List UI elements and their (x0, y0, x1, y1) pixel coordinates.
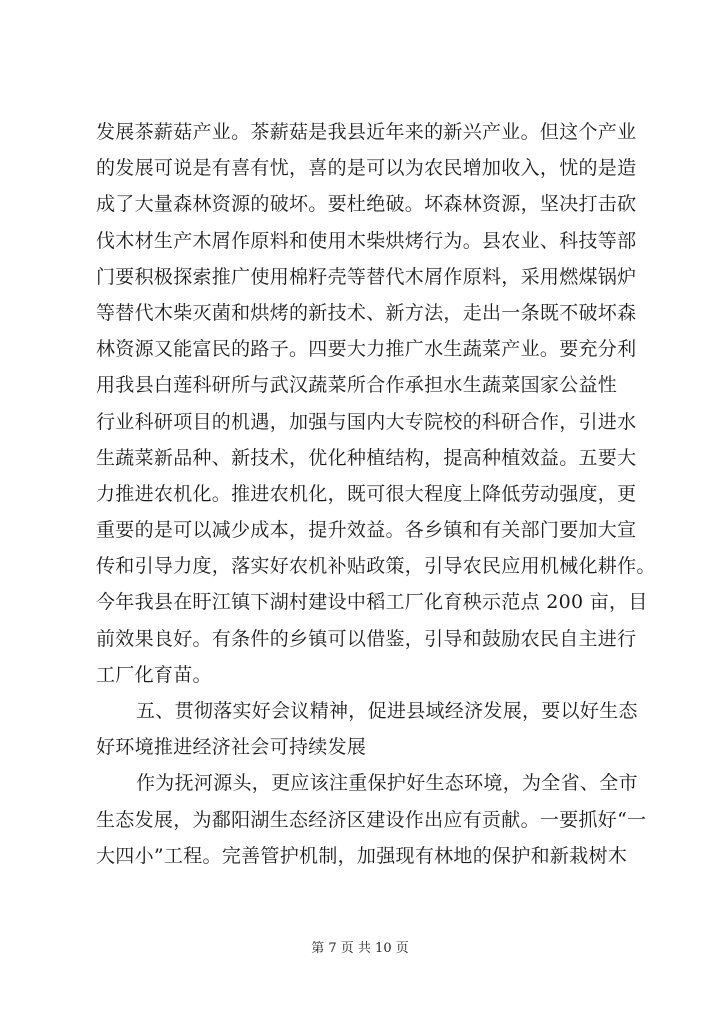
section-heading-line: 好环境推进经济社会可持续发展 (96, 736, 367, 759)
text-line: 用我县白莲科研所与武汉蔬菜所合作承担水生蔬菜国家公益性 (96, 374, 618, 397)
text-line: 工厂化育苗。 (96, 663, 212, 686)
text-line: 生蔬菜新品种、新技术，优化种植结构，提高种植效益。五要大 (96, 446, 637, 469)
section-heading-line: 五、贯彻落实好会议精神，促进县域经济发展，要以好生态 (136, 700, 638, 722)
body-text (96, 114, 656, 874)
text-line: 的发展可说是有喜有忧，喜的是可以为农民增加收入，忧的是造 (96, 157, 637, 180)
text-line: 等替代木柴灭菌和烘烤的新技术、新方法，走出一条既不破坏森 (96, 301, 637, 324)
text-line: 重要的是可以减少成本，提升效益。各乡镇和有关部门要加大宣 (96, 519, 637, 542)
text-line: 林资源又能富民的路子。四要大力推广水生蔬菜产业。要充分利 (96, 338, 637, 361)
text-line: 大四小”工程。完善管护机制，加强现有林地的保护和新栽树木 (96, 844, 628, 867)
text-line: 今年我县在盱江镇下湖村建设中稻工厂化育秧示范点 200 亩，目 (96, 591, 648, 614)
text-line: 发展茶薪菇产业。茶薪菇是我县近年来的新兴产业。但这个产业 (96, 121, 637, 143)
text-line: 作为抚河源头，更应该注重保护好生态环境，为全省、全市 (136, 772, 638, 795)
text-line: 前效果良好。有条件的乡镇可以借鉴，引导和鼓励农民自主进行 (96, 627, 637, 650)
text-line: 传和引导力度，落实好农机补贴政策，引导农民应用机械化耕作。 (96, 555, 656, 578)
text-line: 伐木材生产木屑作原料和使用木柴烘烤行为。县农业、科技等部 (96, 229, 637, 252)
text-line: 行业科研项目的机遇，加强与国内大专院校的科研合作，引进水 (96, 410, 637, 433)
text-line: 成了大量森林资源的破坏。要杜绝破。坏森林资源，坚决打击砍 (96, 193, 637, 216)
text-line: 生态发展，为鄱阳湖生态经济区建设作出应有贡献。一要抓好“一 (96, 808, 647, 831)
text-line: 力推进农机化。推进农机化，既可很大程度上降低劳动强度，更 (96, 482, 637, 505)
page-number-footer: 第 7 页 共 10 页 (311, 941, 409, 956)
text-line: 门要积极探索推广使用棉籽壳等替代木屑作原料，采用燃煤锅炉 (96, 265, 637, 288)
